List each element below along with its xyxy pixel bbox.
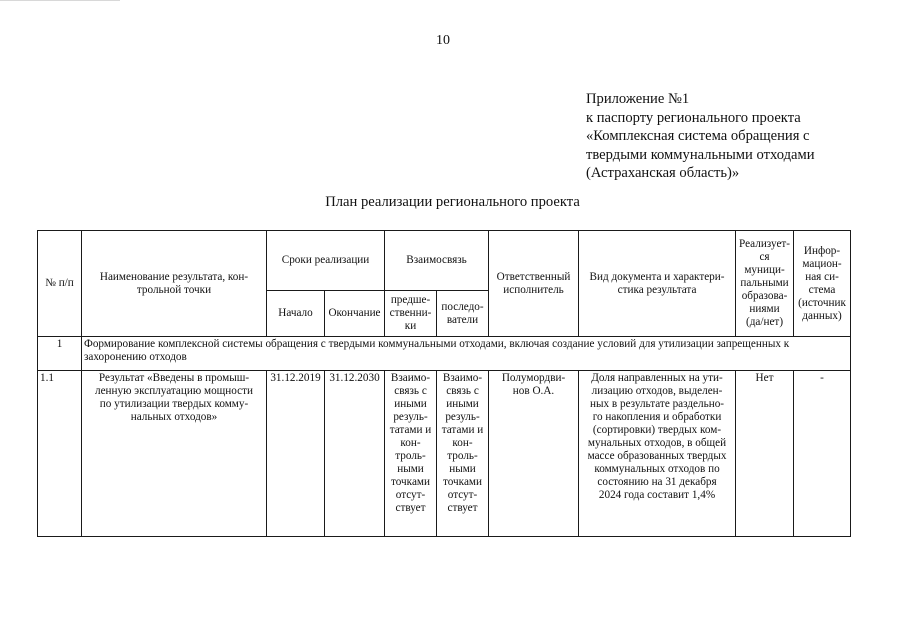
header-start: Начало	[267, 291, 325, 337]
appendix-line: (Астраханская область)»	[586, 165, 740, 181]
section-row	[38, 337, 851, 371]
header-document: Вид документа и характери- стика результата	[579, 231, 736, 337]
header-terms: Сроки реализации	[267, 231, 385, 291]
plan-title: План реализации регионального проекта	[325, 194, 580, 210]
row-num: 1.1	[38, 371, 82, 537]
header-responsible: Ответственный исполнитель	[489, 231, 579, 337]
header-end: Окончание	[325, 291, 385, 337]
scan-edge-line	[0, 0, 120, 1]
header-predecessors: предше- ственни- ки	[385, 291, 437, 337]
row-start: 31.12.2019	[267, 371, 325, 537]
section-text: Формирование комплексной системы обращения с твердыми коммунальными отходами, включая создание условий для утилизации запрещенных к захоронению отходов	[82, 337, 851, 371]
row-name: Результат «Введены в промыш- ленную эксплуатацию мощности по утилизации твердых комму- нальных отходов»	[82, 371, 267, 537]
row-end: 31.12.2030	[325, 371, 385, 537]
appendix-line: твердыми коммунальными отходами	[586, 146, 815, 163]
row-successors: Взаимо- связь с иными резуль- татами и кон- троль- ными точками отсут- ствует	[437, 371, 489, 537]
header-num: № п/п	[38, 231, 82, 337]
plan-table	[37, 230, 851, 537]
header-name: Наименование результата, кон- трольной точки	[82, 231, 267, 337]
row-responsible: Полумордви- нов О.А.	[489, 371, 579, 537]
appendix-line: к паспорту регионального проекта	[586, 109, 801, 126]
appendix-note	[586, 90, 815, 183]
section-num: 1	[38, 337, 82, 371]
header-link: Взаимосвязь	[385, 231, 489, 291]
appendix-line: «Комплексная система обращения с	[586, 128, 810, 144]
row-document: Доля направленных на ути- лизацию отходов, выделен- ных в результате раздельно- го накопления и обработки (сортировки) твердых ком- мунальных отходов, в общей массе образованных твердых коммунальных отходов по состоянию на 31 декабря 2024 года составит 1,4%	[579, 371, 736, 537]
row-info-system: -	[794, 371, 851, 537]
header-successors: последо- ватели	[437, 291, 489, 337]
table-row	[38, 371, 851, 537]
appendix-line: Приложение №1	[586, 91, 690, 107]
page-number: 10	[436, 33, 450, 48]
row-municipal: Нет	[736, 371, 794, 537]
header-municipal: Реализует- ся муници- пальными образова- ниями (да/нет)	[736, 231, 794, 337]
header-info-system: Инфор- мацион- ная си- стема (источник данных)	[794, 231, 851, 337]
row-predecessors: Взаимо- связь с иными резуль- татами и кон- троль- ными точками отсут- ствует	[385, 371, 437, 537]
